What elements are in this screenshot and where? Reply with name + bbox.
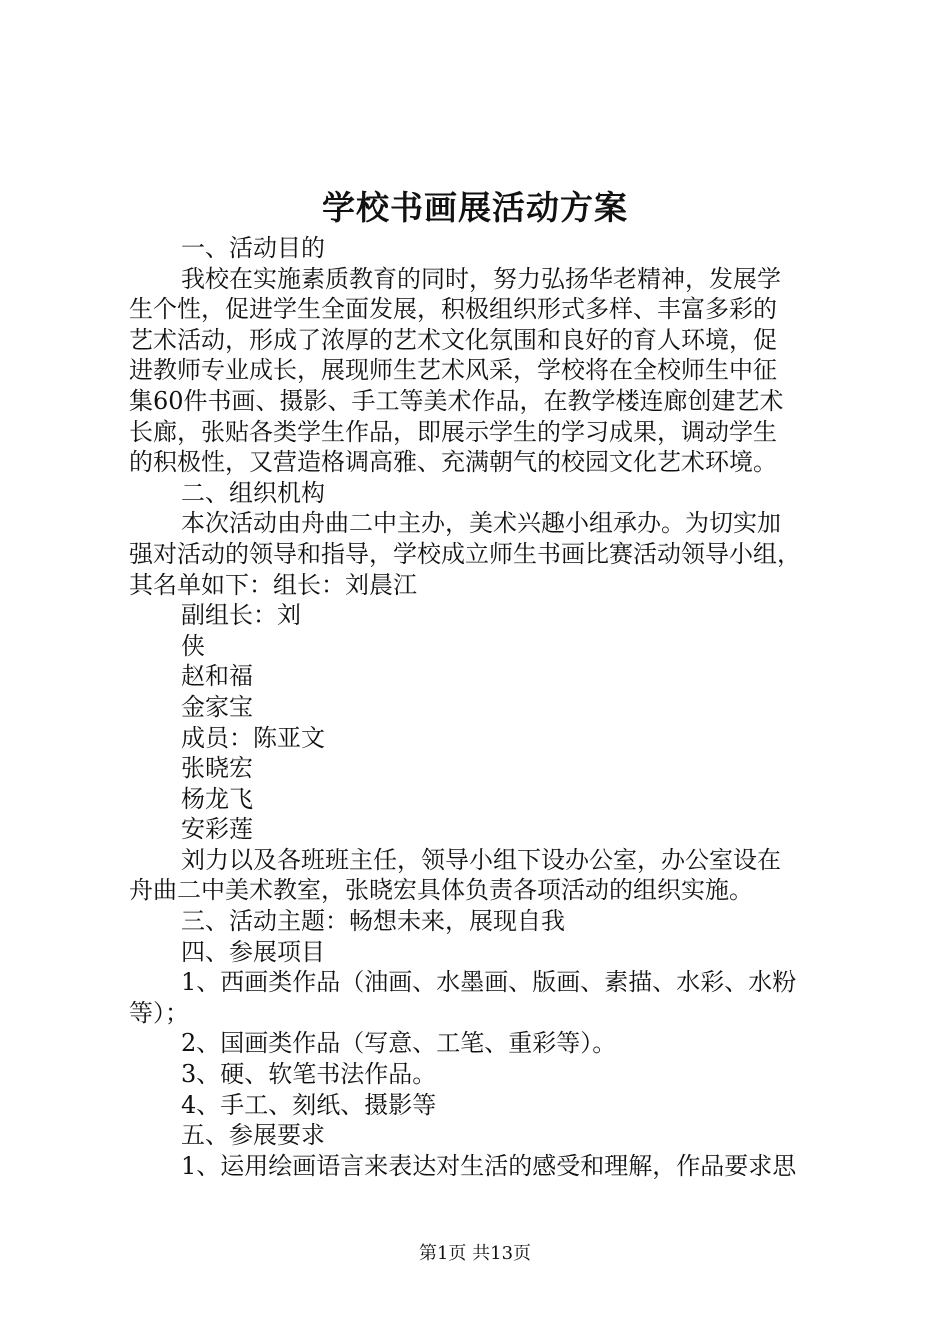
- section-heading-purpose: 一、活动目的: [181, 234, 325, 262]
- paragraph-line: 我校在实施素质教育的同时，努力弘扬华老精神，发展学: [181, 264, 781, 293]
- list-item: 2、国画类作品（写意、工笔、重彩等）。: [181, 1029, 617, 1058]
- member-line: 侠: [181, 631, 205, 660]
- section-heading-requirements: 五、参展要求: [181, 1121, 325, 1150]
- list-item: 1、运用绘画语言来表达对生活的感受和理解，作品要求思: [181, 1151, 797, 1180]
- list-item-continuation: 等）；: [129, 998, 189, 1027]
- section-heading-theme: 三、活动主题：畅想未来，展现自我: [181, 907, 565, 936]
- member-line: 成员：陈亚文: [181, 723, 325, 752]
- paragraph-line: 的积极性，又营造格调高雅、充满朝气的校园文化艺术环境。: [129, 448, 777, 477]
- list-item: 4、手工、刻纸、摄影等: [181, 1090, 437, 1119]
- paragraph-line: 本次活动由舟曲二中主办，美术兴趣小组承办。为切实加: [181, 509, 781, 538]
- paragraph-line: 长廊，张贴各类学生作品，即展示学生的学习成果，调动学生: [129, 417, 777, 446]
- paragraph-line: 进教师专业成长，展现师生艺术风采，学校将在全校师生中征: [129, 356, 777, 385]
- list-item: 1、西画类作品（油画、水墨画、版画、素描、水彩、水粉: [181, 968, 797, 997]
- paragraph-line: 其名单如下：组长：刘晨江: [129, 570, 417, 599]
- paragraph-line: 舟曲二中美术教室，张晓宏具体负责各项活动的组织实施。: [129, 876, 753, 905]
- section-heading-organization: 二、组织机构: [181, 478, 325, 507]
- member-line: 安彩莲: [181, 815, 253, 844]
- section-heading-items: 四、参展项目: [181, 937, 325, 966]
- paragraph-line: 艺术活动，形成了浓厚的艺术文化氛围和良好的育人环境，促: [129, 325, 777, 354]
- paragraph-line: 集60件书画、摄影、手工等美术作品，在教学楼连廊创建艺术: [129, 386, 784, 415]
- paragraph-line: 生个性，促进学生全面发展，积极组织形式多样、丰富多彩的: [129, 295, 777, 324]
- paragraph-line: 强对活动的领导和指导，学校成立师生书画比赛活动领导小组，: [129, 539, 801, 568]
- member-line: 杨龙飞: [181, 784, 253, 813]
- page-footer: 第1页 共13页: [418, 1243, 532, 1264]
- paragraph-line: 刘力以及各班班主任，领导小组下设办公室，办公室设在: [181, 845, 781, 874]
- document-body: [129, 233, 835, 1181]
- member-line: 张晓宏: [181, 754, 253, 783]
- member-line: 金家宝: [181, 692, 253, 721]
- document-title: 学校书画展活动方案: [322, 188, 628, 227]
- member-line: 赵和福: [181, 662, 253, 691]
- list-item: 3、硬、软笔书法作品。: [181, 1060, 437, 1089]
- member-line: 副组长：刘: [181, 601, 301, 630]
